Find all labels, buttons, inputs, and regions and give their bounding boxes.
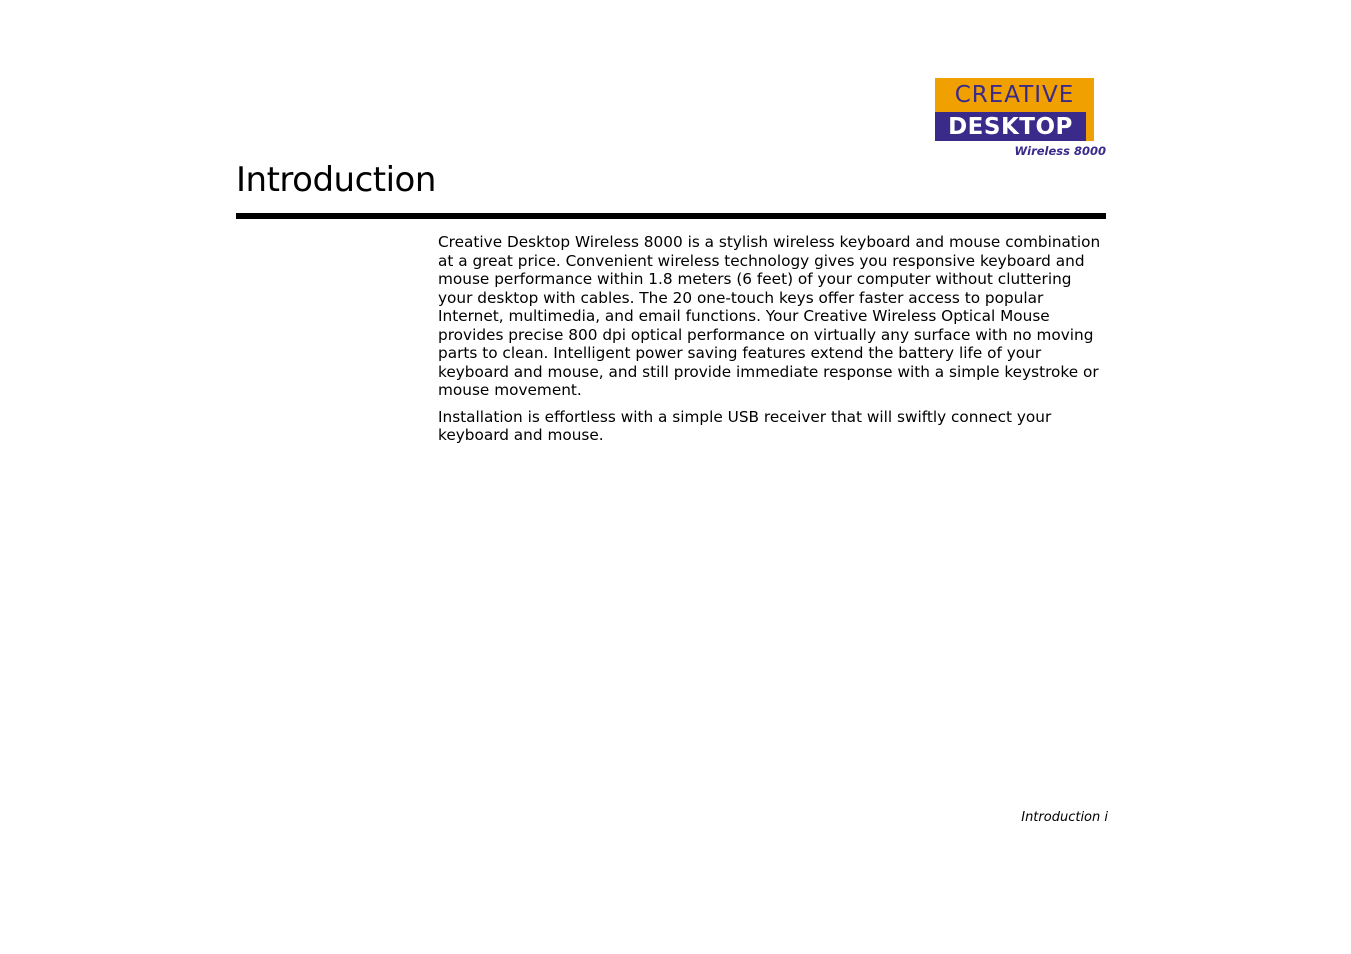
title-rule (236, 213, 1106, 219)
paragraph-2: Installation is effortless with a simple USB receiver that will swiftly connect your keyboard and mouse. (438, 407, 1052, 444)
logo-product: DESKTOP (935, 112, 1086, 141)
body-content (438, 233, 1108, 453)
creative-desktop-logo (935, 78, 1110, 160)
logo-model: Wireless 8000 (1014, 144, 1106, 158)
logo-product-band (935, 112, 1094, 141)
paragraph-1: Creative Desktop Wireless 8000 is a stylish wireless keyboard and mouse combination at a great price. Convenient wireless technology gives you responsive keyboard and mouse performance within 1.8 meters (6 feet) of your computer without cluttering your desktop with cables. The 20 one-touch keys offer faster access to popular Internet, multimedia, and email functions. Your Creative Wireless Optical Mouse provides precise 800 dpi optical performance on virtually any surface with no moving parts to clean. Intelligent power saving features extend the battery life of your keyboard and mouse, and still provide immediate response with a simple keystroke or mouse movement. (438, 233, 1101, 399)
page-title: Introduction (236, 160, 436, 200)
logo-brand: CREATIVE (935, 78, 1094, 112)
page-footer: Introduction i (1021, 810, 1108, 825)
